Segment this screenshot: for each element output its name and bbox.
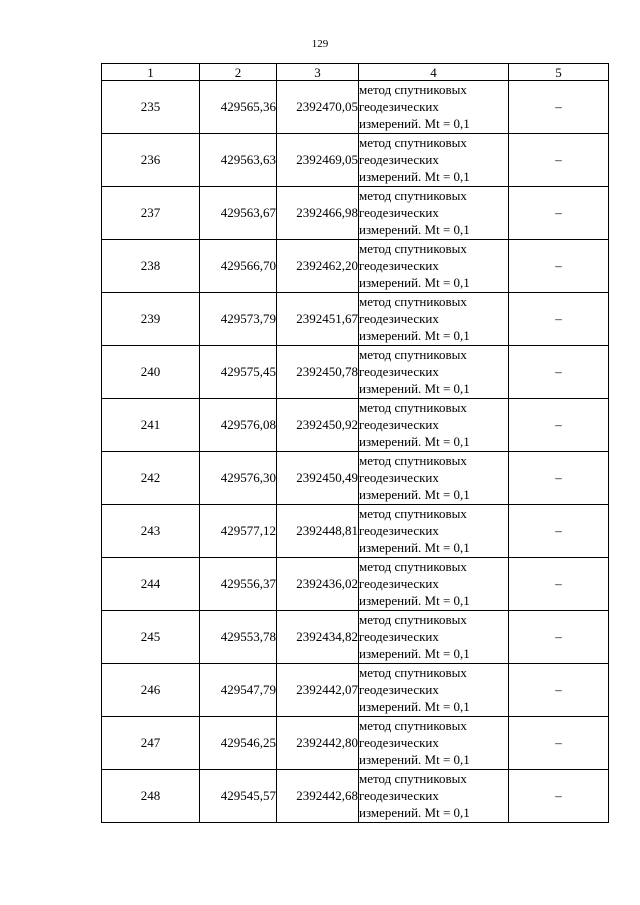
table-row bbox=[102, 81, 609, 134]
method-line: метод спутниковых bbox=[359, 771, 467, 786]
column-5-cell: – bbox=[509, 770, 609, 823]
point-number-cell: 239 bbox=[102, 293, 200, 346]
table-row bbox=[102, 611, 609, 664]
table-row bbox=[102, 664, 609, 717]
point-number-cell: 246 bbox=[102, 664, 200, 717]
x-coordinate-cell: 429563,63 bbox=[200, 134, 277, 187]
table-row bbox=[102, 293, 609, 346]
method-line: геодезических bbox=[359, 735, 439, 750]
method-cell bbox=[359, 770, 509, 823]
x-coordinate-cell: 429576,08 bbox=[200, 399, 277, 452]
table-body bbox=[102, 81, 609, 823]
y-coordinate-cell: 2392436,02 bbox=[277, 558, 359, 611]
point-number-cell: 241 bbox=[102, 399, 200, 452]
method-line: метод спутниковых bbox=[359, 559, 467, 574]
method-line: измерений. Mt = 0,1 bbox=[359, 646, 470, 661]
method-line: метод спутниковых bbox=[359, 82, 467, 97]
method-line: геодезических bbox=[359, 629, 439, 644]
x-coordinate-cell: 429563,67 bbox=[200, 187, 277, 240]
column-header-3: 3 bbox=[277, 64, 359, 81]
y-coordinate-cell: 2392469,05 bbox=[277, 134, 359, 187]
y-coordinate-cell: 2392434,82 bbox=[277, 611, 359, 664]
y-coordinate-cell: 2392442,07 bbox=[277, 664, 359, 717]
point-number-cell: 240 bbox=[102, 346, 200, 399]
table-row bbox=[102, 240, 609, 293]
page-number: 129 bbox=[311, 38, 329, 50]
method-line: измерений. Mt = 0,1 bbox=[359, 275, 470, 290]
method-line: геодезических bbox=[359, 682, 439, 697]
column-5-cell: – bbox=[509, 81, 609, 134]
point-number-cell: 245 bbox=[102, 611, 200, 664]
method-line: метод спутниковых bbox=[359, 135, 467, 150]
column-5-cell: – bbox=[509, 505, 609, 558]
method-line: метод спутниковых bbox=[359, 241, 467, 256]
method-line: измерений. Mt = 0,1 bbox=[359, 222, 470, 237]
method-cell bbox=[359, 134, 509, 187]
method-line: метод спутниковых bbox=[359, 453, 467, 468]
table-row bbox=[102, 770, 609, 823]
method-cell bbox=[359, 81, 509, 134]
y-coordinate-cell: 2392442,68 bbox=[277, 770, 359, 823]
method-cell bbox=[359, 346, 509, 399]
method-line: геодезических bbox=[359, 311, 439, 326]
method-cell bbox=[359, 293, 509, 346]
column-5-cell: – bbox=[509, 293, 609, 346]
method-line: метод спутниковых bbox=[359, 665, 467, 680]
y-coordinate-cell: 2392450,49 bbox=[277, 452, 359, 505]
method-line: геодезических bbox=[359, 576, 439, 591]
point-number-cell: 244 bbox=[102, 558, 200, 611]
x-coordinate-cell: 429576,30 bbox=[200, 452, 277, 505]
table-row bbox=[102, 399, 609, 452]
point-number-cell: 235 bbox=[102, 81, 200, 134]
method-line: измерений. Mt = 0,1 bbox=[359, 116, 470, 131]
table-row bbox=[102, 452, 609, 505]
method-line: метод спутниковых bbox=[359, 188, 467, 203]
method-line: геодезических bbox=[359, 152, 439, 167]
column-header-4: 4 bbox=[359, 64, 509, 81]
method-cell bbox=[359, 717, 509, 770]
column-5-cell: – bbox=[509, 134, 609, 187]
x-coordinate-cell: 429556,37 bbox=[200, 558, 277, 611]
method-line: измерений. Mt = 0,1 bbox=[359, 540, 470, 555]
coordinates-table bbox=[101, 63, 609, 823]
y-coordinate-cell: 2392462,20 bbox=[277, 240, 359, 293]
y-coordinate-cell: 2392470,05 bbox=[277, 81, 359, 134]
method-line: измерений. Mt = 0,1 bbox=[359, 328, 470, 343]
y-coordinate-cell: 2392450,92 bbox=[277, 399, 359, 452]
method-line: геодезических bbox=[359, 99, 439, 114]
method-line: метод спутниковых bbox=[359, 294, 467, 309]
x-coordinate-cell: 429545,57 bbox=[200, 770, 277, 823]
x-coordinate-cell: 429565,36 bbox=[200, 81, 277, 134]
method-line: измерений. Mt = 0,1 bbox=[359, 434, 470, 449]
x-coordinate-cell: 429566,70 bbox=[200, 240, 277, 293]
table-row bbox=[102, 187, 609, 240]
method-cell bbox=[359, 558, 509, 611]
column-header-2: 2 bbox=[200, 64, 277, 81]
method-cell bbox=[359, 240, 509, 293]
column-header-1: 1 bbox=[102, 64, 200, 81]
method-cell bbox=[359, 505, 509, 558]
column-5-cell: – bbox=[509, 399, 609, 452]
point-number-cell: 247 bbox=[102, 717, 200, 770]
y-coordinate-cell: 2392448,81 bbox=[277, 505, 359, 558]
point-number-cell: 238 bbox=[102, 240, 200, 293]
column-5-cell: – bbox=[509, 240, 609, 293]
y-coordinate-cell: 2392442,80 bbox=[277, 717, 359, 770]
method-line: геодезических bbox=[359, 205, 439, 220]
method-line: метод спутниковых bbox=[359, 612, 467, 627]
method-line: метод спутниковых bbox=[359, 506, 467, 521]
point-number-cell: 242 bbox=[102, 452, 200, 505]
method-line: геодезических bbox=[359, 788, 439, 803]
table-header-row bbox=[102, 64, 609, 81]
x-coordinate-cell: 429553,78 bbox=[200, 611, 277, 664]
method-line: метод спутниковых bbox=[359, 400, 467, 415]
method-line: измерений. Mt = 0,1 bbox=[359, 805, 470, 820]
column-5-cell: – bbox=[509, 187, 609, 240]
table-row bbox=[102, 558, 609, 611]
point-number-cell: 243 bbox=[102, 505, 200, 558]
column-5-cell: – bbox=[509, 346, 609, 399]
method-line: измерений. Mt = 0,1 bbox=[359, 699, 470, 714]
column-5-cell: – bbox=[509, 558, 609, 611]
method-cell bbox=[359, 664, 509, 717]
method-line: метод спутниковых bbox=[359, 718, 467, 733]
method-cell bbox=[359, 452, 509, 505]
method-line: измерений. Mt = 0,1 bbox=[359, 593, 470, 608]
table-row bbox=[102, 346, 609, 399]
method-line: геодезических bbox=[359, 364, 439, 379]
x-coordinate-cell: 429573,79 bbox=[200, 293, 277, 346]
table-row bbox=[102, 134, 609, 187]
method-cell bbox=[359, 611, 509, 664]
method-cell bbox=[359, 187, 509, 240]
method-line: метод спутниковых bbox=[359, 347, 467, 362]
method-line: геодезических bbox=[359, 258, 439, 273]
method-line: измерений. Mt = 0,1 bbox=[359, 487, 470, 502]
x-coordinate-cell: 429575,45 bbox=[200, 346, 277, 399]
point-number-cell: 236 bbox=[102, 134, 200, 187]
method-line: измерений. Mt = 0,1 bbox=[359, 381, 470, 396]
x-coordinate-cell: 429546,25 bbox=[200, 717, 277, 770]
method-line: геодезических bbox=[359, 417, 439, 432]
table-row bbox=[102, 505, 609, 558]
method-cell bbox=[359, 399, 509, 452]
method-line: геодезических bbox=[359, 470, 439, 485]
method-line: измерений. Mt = 0,1 bbox=[359, 752, 470, 767]
y-coordinate-cell: 2392451,67 bbox=[277, 293, 359, 346]
column-5-cell: – bbox=[509, 664, 609, 717]
point-number-cell: 248 bbox=[102, 770, 200, 823]
column-header-5: 5 bbox=[509, 64, 609, 81]
point-number-cell: 237 bbox=[102, 187, 200, 240]
x-coordinate-cell: 429577,12 bbox=[200, 505, 277, 558]
column-5-cell: – bbox=[509, 452, 609, 505]
method-line: измерений. Mt = 0,1 bbox=[359, 169, 470, 184]
y-coordinate-cell: 2392450,78 bbox=[277, 346, 359, 399]
x-coordinate-cell: 429547,79 bbox=[200, 664, 277, 717]
column-5-cell: – bbox=[509, 717, 609, 770]
y-coordinate-cell: 2392466,98 bbox=[277, 187, 359, 240]
method-line: геодезических bbox=[359, 523, 439, 538]
column-5-cell: – bbox=[509, 611, 609, 664]
table-row bbox=[102, 717, 609, 770]
